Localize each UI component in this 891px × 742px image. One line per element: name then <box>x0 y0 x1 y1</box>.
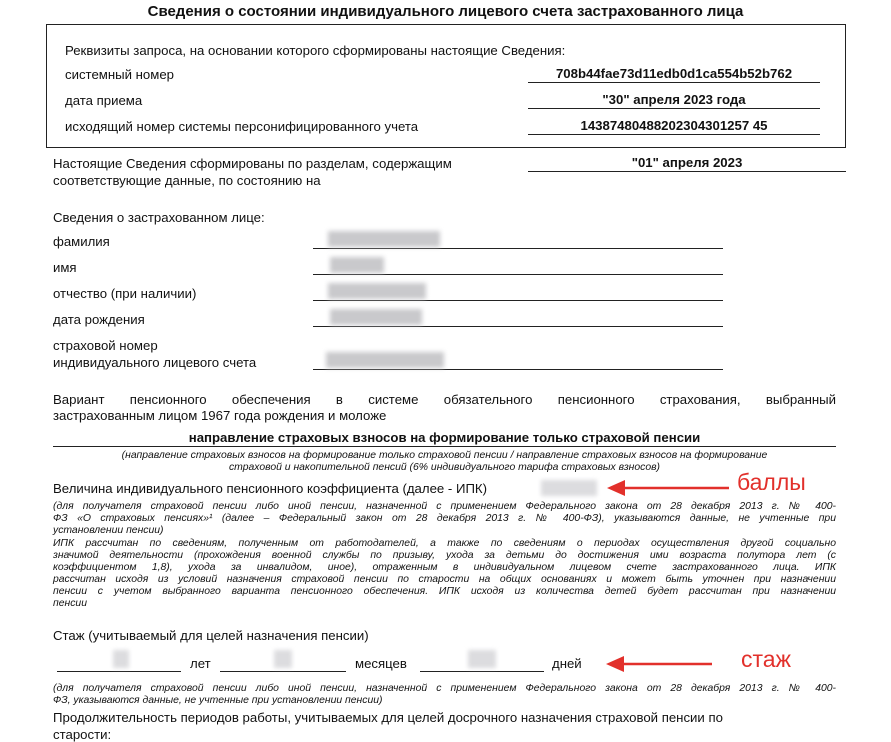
patronymic-redacted <box>328 283 426 299</box>
surname-line <box>313 248 723 249</box>
points-arrow-icon <box>605 476 731 500</box>
outgoing-number-value: 14387480488202304301257 45 <box>528 118 820 135</box>
months-redacted <box>274 650 292 668</box>
surname-redacted <box>328 231 440 247</box>
birthdate-label: дата рождения <box>53 312 145 327</box>
name-redacted <box>330 257 384 273</box>
days-redacted <box>468 650 496 668</box>
system-number-label: системный номер <box>65 67 174 82</box>
ipk-note-line2: ФЗ «О страховых пенсиях»¹ (далее – Федеральный закон от 28 декабря 2013 г. № 400-ФЗ), указываются данные, не учтенные при <box>53 513 836 524</box>
patronymic-line <box>313 300 723 301</box>
early-pension-text-line1: Продолжительность периодов работы, учитываемых для целей досрочного назначения страховой пенсии по <box>53 710 723 725</box>
ipk-explain-line5: пенсии с учетом выбранного варианта пенсионного обеспечения. ИПК исходя из количества детей будет рассчитан при назначении <box>53 586 836 597</box>
ipk-explain-line4: рассчитан исходя из условий назначения страховой пенсии по старости на общих основаниях и может быть уточнен при назначении <box>53 574 836 585</box>
months-label: месяцев <box>355 656 407 671</box>
formed-by-text-line1: Настоящие Сведения сформированы по разделам, содержащим <box>53 156 452 171</box>
years-line <box>57 671 181 672</box>
ipk-explain-line1: ИПК рассчитан по сведениям, полученным от работодателей, а также по сведениям о периодах осуществления другой социально <box>53 538 836 549</box>
pension-option-hint-line2: страховой и накопительной пенсий (6% индивидуального тарифа страховых взносов) <box>228 462 661 473</box>
pension-option-hint-line1: (направление страховых взносов на формирование только страховой пенсии / направление страховых взносов на формирование <box>121 450 768 461</box>
surname-label: фамилия <box>53 234 110 249</box>
snils-redacted <box>326 352 444 368</box>
request-heading: Реквизиты запроса, на основании которого сформированы настоящие Сведения: <box>65 43 566 58</box>
snils-label-line1: страховой номер <box>53 338 158 353</box>
points-annotation: баллы <box>737 469 806 495</box>
formed-by-date: "01" апреля 2023 <box>528 155 846 172</box>
early-pension-text-line2: старости: <box>53 727 112 742</box>
experience-heading: Стаж (учитываемый для целей назначения пенсии) <box>53 628 369 643</box>
birthdate-redacted <box>330 309 422 325</box>
ipk-explain-line2: значимой деятельности (прохождения военной службы по призыву, ухода за детьми до достижения ими возраста полутора лет (с <box>53 550 836 561</box>
days-label: дней <box>552 656 582 671</box>
years-redacted <box>113 650 129 668</box>
pension-option-text-line1: Вариант пенсионного обеспечения в системе обязательного пенсионного страхования, выбранный <box>53 392 836 407</box>
months-line <box>220 671 346 672</box>
experience-arrow-icon <box>604 652 714 676</box>
patronymic-label: отчество (при наличии) <box>53 286 197 301</box>
ipk-explain-line6: пенсии <box>53 598 87 609</box>
date-received-label: дата приема <box>65 93 143 108</box>
ipk-explain-line3: коэффициентом 1,8), ухода за инвалидом, иное), отраженным в индивидуальном лицевом счете застрахованного лица. ИПК <box>53 562 836 573</box>
document-title: Сведения о состоянии индивидуального лицевого счета застрахованного лица <box>147 3 744 20</box>
insured-person-heading: Сведения о застрахованном лице: <box>53 210 265 225</box>
ipk-label: Величина индивидуального пенсионного коэффициента (далее - ИПК) <box>53 481 488 496</box>
experience-note-line1: (для получателя страховой пенсии либо иной пенсии, назначенной с применением Федерального закона от 28 декабря 2013 г. № 400- <box>53 683 836 694</box>
birthdate-line <box>313 326 723 327</box>
days-line <box>420 671 544 672</box>
pension-option-selected: направление страховых взносов на формирование только страховой пенсии <box>53 430 836 447</box>
formed-by-text-line2: соответствующие данные, по состоянию на <box>53 173 321 188</box>
ipk-value-redacted <box>541 480 597 496</box>
date-received-value: "30" апреля 2023 года <box>528 92 820 109</box>
snils-label-line2: индивидуального лицевого счета <box>53 355 257 370</box>
experience-annotation: стаж <box>741 646 791 672</box>
name-label: имя <box>53 260 77 275</box>
ipk-note-line1: (для получателя страховой пенсии либо иной пенсии, назначенной с применением Федерального закона от 28 декабря 2013 г. № 400- <box>53 501 836 512</box>
ipk-note-line3: установлении пенсии) <box>53 525 164 536</box>
experience-note-line2: ФЗ, указываются данные, не учтенные при установлении пенсии) <box>53 695 383 706</box>
snils-line <box>313 369 723 370</box>
pension-option-text-line2: застрахованным лицом 1967 года рождения и моложе <box>53 408 387 423</box>
name-line <box>313 274 723 275</box>
system-number-value: 708b44fae73d11edb0d1ca554b52b762 <box>528 66 820 83</box>
outgoing-number-label: исходящий номер системы персонифицированного учета <box>65 119 419 134</box>
years-label: лет <box>190 656 211 671</box>
